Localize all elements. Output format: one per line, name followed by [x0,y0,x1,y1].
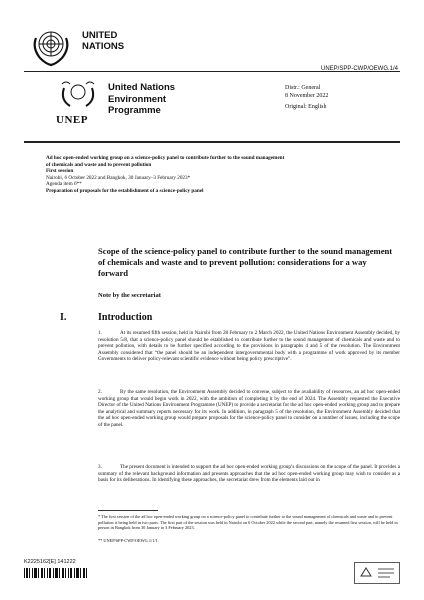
committee-name: Ad hoc open-ended working group on a science-policy panel to contribute further to the sound management of chemicals and waste and to prevent pollution [46,155,285,168]
unep-line-3: Programme [108,105,161,116]
issue-date: 8 November 2022 [285,93,329,99]
header-rule-bottom [24,141,400,143]
agenda-item-title: Preparation of proposals for the establishment of a science-policy panel [46,187,204,194]
footnote-2: ** UNEP/SPP-CWP/OEWG.1/1/1. [98,538,159,543]
agenda-item: Agenda item 6** [46,181,82,188]
document-symbol: UNEP/SPP-CWP/OEWG.1/4 [320,66,398,72]
paragraph-number: 2. [98,389,102,395]
unep-logo-icon [56,78,100,112]
session-label: First session [46,168,74,175]
unep-line-1: United Nations [108,82,176,93]
paragraph-number: 1. [98,330,102,336]
recycle-icon [354,562,400,584]
paragraph-text: By the same resolution, the Environment Assembly decided to convene, subject to the availability of resources, an ad hoc open-ended working group that would begin work in 2022, with the ambition of completing it by the end of 2024. The Assembly requested the Executive Director of the United Nations Environment Programme (UNEP) to provide a secretariat for the ad hoc open-ended working group and to prepare the analytical and summary reports necessary for its work. In addition, in paragraph 5 of the resolution, the Environment Assembly decided that the ad hoc open-ended working group would prepare proposals for the science-policy panel to consider on a number of issues, including the scope of the panel. [98,389,400,428]
section-number: I. [60,312,67,323]
unep-org-name [108,82,175,117]
paragraph-3 [98,464,400,484]
footnote-1: * The first session of the ad hoc open-ended working group on a science-policy panel to contribute further to the sound management of chemicals and waste and to prevent pollution is being held in two parts. The first part of the session was held in Nairobi on 6 October 2022 while the second part, namely the resumed first session, will be held in person in Bangkok from 30 January to 3 February 2023. [98,514,398,531]
meeting-info [46,155,286,195]
un-emblem-icon [26,24,76,68]
un-org-name [82,30,124,52]
un-line-1: UNITED [82,30,118,41]
paragraph-text: The present document is intended to support the ad hoc open-ended working group’s discussions on the scope of the panel. It provides a summary of the relevant background information and presents approaches that the ad hoc open-ended working group may wish to consider as a basis for its deliberations. In identifying these approaches, the secretariat drew from the elements laid out in [98,464,400,483]
distribution: Distr.: General [285,85,321,91]
original-language: Original: English [285,104,327,110]
distribution-block [285,84,328,111]
job-code: K2225162[E] 141222 [24,559,76,565]
unep-logo-text: UNEP [56,114,88,126]
session-venue: Nairobi, 6 October 2022 and Bangkok, 30 January–3 February 2023* [46,174,191,181]
paragraph-number: 3. [98,464,102,470]
paragraph-text: At its resumed fifth session, held in Nairobi from 28 February to 2 March 2022, the United Nations Environment Assembly decided, by resolution 5/8, that a science-policy panel should be established to contribute further to the sound management of chemicals and waste and to prevent pollution, with details to be further specified according to the provisions in paragraphs 4 and 5 of the resolution. The Environment Assembly considered that “the panel should be an independent intergovernmental body with a programme of work approved by its member Governments to deliver policy-relevant scientific evidence without being policy prescriptive”. [98,330,400,362]
barcode-icon [24,568,88,578]
note-by: Note by the secretariat [98,292,161,299]
document-title: Scope of the science-policy panel to contribute further to the sound management of chemicals and waste and to prevent pollution: considerations for a way forward [98,246,393,278]
paragraph-1 [98,330,400,363]
footnote-rule [98,510,158,511]
unep-line-2: Environment [108,93,167,105]
un-line-2: NATIONS [82,41,125,52]
section-title: Introduction [98,312,153,323]
paragraph-2 [98,389,400,428]
